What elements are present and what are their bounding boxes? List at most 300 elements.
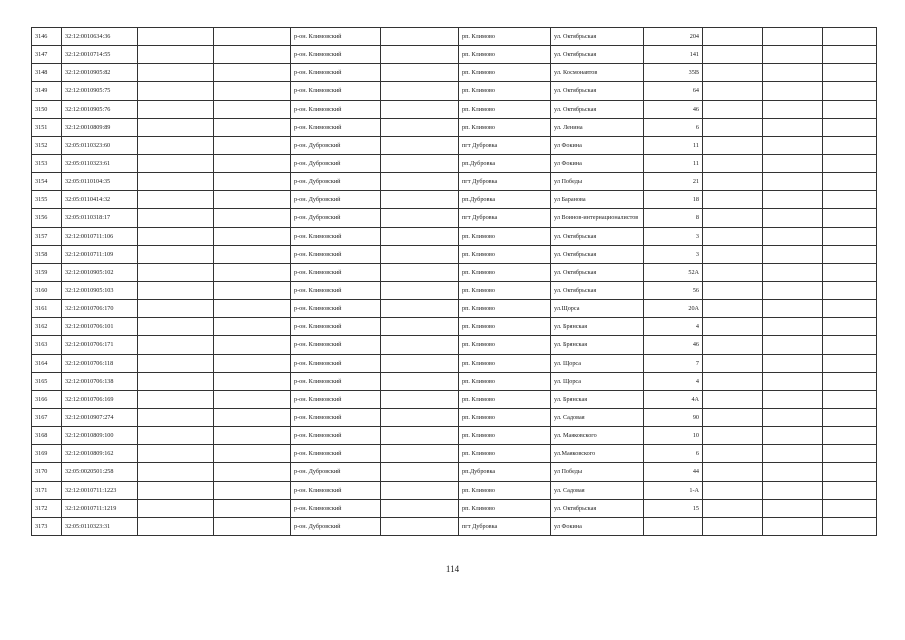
empty-cell xyxy=(138,227,214,245)
district-cell: р-он. Дубровский xyxy=(291,517,381,535)
row-index-cell: 3156 xyxy=(32,209,62,227)
empty-cell xyxy=(823,372,877,390)
empty-cell xyxy=(703,408,763,426)
empty-cell xyxy=(214,481,291,499)
table-row xyxy=(32,46,877,64)
house-number-cell: 4А xyxy=(644,390,703,408)
table-row xyxy=(32,336,877,354)
empty-cell xyxy=(823,318,877,336)
district-cell: р-он. Климовский xyxy=(291,46,381,64)
district-cell: р-он. Дубровский xyxy=(291,209,381,227)
empty-cell xyxy=(381,281,459,299)
street-cell: ул. Щорса xyxy=(551,354,644,372)
empty-cell xyxy=(381,445,459,463)
empty-cell xyxy=(823,154,877,172)
empty-cell xyxy=(823,427,877,445)
settlement-cell: рп. Климово xyxy=(459,227,551,245)
house-number-cell: 6 xyxy=(644,445,703,463)
empty-cell xyxy=(823,354,877,372)
empty-cell xyxy=(763,136,823,154)
empty-cell xyxy=(763,28,823,46)
row-index-cell: 3171 xyxy=(32,481,62,499)
street-cell: ул. Садовая xyxy=(551,408,644,426)
house-number-cell: 21 xyxy=(644,173,703,191)
row-index-cell: 3157 xyxy=(32,227,62,245)
empty-cell xyxy=(763,100,823,118)
settlement-cell: рп. Климово xyxy=(459,427,551,445)
street-cell: ул. Октябрьская xyxy=(551,499,644,517)
street-cell: ул. Октябрьская xyxy=(551,281,644,299)
empty-cell xyxy=(214,227,291,245)
street-cell: ул. Брянская xyxy=(551,318,644,336)
table-row xyxy=(32,209,877,227)
empty-cell xyxy=(214,46,291,64)
settlement-cell: рп. Климово xyxy=(459,372,551,390)
table-row xyxy=(32,173,877,191)
house-number-cell: 204 xyxy=(644,28,703,46)
cadastral-number-cell: 32:05:0110323:31 xyxy=(62,517,138,535)
empty-cell xyxy=(703,100,763,118)
cadastral-number-cell: 32:05:0020501:258 xyxy=(62,463,138,481)
empty-cell xyxy=(214,354,291,372)
empty-cell xyxy=(138,481,214,499)
district-cell: р-он. Климовский xyxy=(291,300,381,318)
row-index-cell: 3166 xyxy=(32,390,62,408)
empty-cell xyxy=(214,82,291,100)
empty-cell xyxy=(381,408,459,426)
empty-cell xyxy=(823,191,877,209)
district-cell: р-он. Климовский xyxy=(291,100,381,118)
empty-cell xyxy=(138,408,214,426)
empty-cell xyxy=(763,463,823,481)
empty-cell xyxy=(381,82,459,100)
street-cell: ул. Маяковского xyxy=(551,427,644,445)
district-cell: р-он. Климовский xyxy=(291,64,381,82)
cadastral-number-cell: 32:12:0010706:170 xyxy=(62,300,138,318)
empty-cell xyxy=(703,390,763,408)
district-cell: р-он. Климовский xyxy=(291,408,381,426)
table-row xyxy=(32,100,877,118)
house-number-cell xyxy=(644,517,703,535)
settlement-cell: рп. Климово xyxy=(459,82,551,100)
settlement-cell: рп. Климово xyxy=(459,245,551,263)
empty-cell xyxy=(214,28,291,46)
table-row xyxy=(32,481,877,499)
table-row xyxy=(32,499,877,517)
cadastral-number-cell: 32:12:0010706:171 xyxy=(62,336,138,354)
empty-cell xyxy=(823,300,877,318)
empty-cell xyxy=(703,372,763,390)
house-number-cell: 15 xyxy=(644,499,703,517)
settlement-cell: пгт Дубровка xyxy=(459,209,551,227)
settlement-cell: рп. Климово xyxy=(459,481,551,499)
street-cell: ул Фокина xyxy=(551,136,644,154)
settlement-cell: рп.Дубровка xyxy=(459,191,551,209)
table-row xyxy=(32,28,877,46)
empty-cell xyxy=(823,245,877,263)
district-cell: р-он. Дубровский xyxy=(291,154,381,172)
empty-cell xyxy=(763,318,823,336)
table-row xyxy=(32,390,877,408)
row-index-cell: 3169 xyxy=(32,445,62,463)
table-row xyxy=(32,136,877,154)
empty-cell xyxy=(703,263,763,281)
empty-cell xyxy=(214,154,291,172)
district-cell: р-он. Дубровский xyxy=(291,173,381,191)
street-cell: ул. Ленина xyxy=(551,118,644,136)
row-index-cell: 3161 xyxy=(32,300,62,318)
table-row xyxy=(32,463,877,481)
row-index-cell: 3170 xyxy=(32,463,62,481)
empty-cell xyxy=(703,463,763,481)
empty-cell xyxy=(138,336,214,354)
table-row xyxy=(32,445,877,463)
empty-cell xyxy=(763,354,823,372)
table-row xyxy=(32,191,877,209)
street-cell: ул. Октябрьская xyxy=(551,245,644,263)
empty-cell xyxy=(138,245,214,263)
street-cell: ул. Октябрьская xyxy=(551,263,644,281)
empty-cell xyxy=(763,64,823,82)
empty-cell xyxy=(214,463,291,481)
empty-cell xyxy=(214,318,291,336)
table-row xyxy=(32,82,877,100)
street-cell: ул. Октябрьская xyxy=(551,46,644,64)
settlement-cell: рп. Климово xyxy=(459,100,551,118)
house-number-cell: 64 xyxy=(644,82,703,100)
empty-cell xyxy=(823,209,877,227)
table-row xyxy=(32,427,877,445)
house-number-cell: 10 xyxy=(644,427,703,445)
empty-cell xyxy=(138,46,214,64)
table-row xyxy=(32,118,877,136)
row-index-cell: 3162 xyxy=(32,318,62,336)
table-row xyxy=(32,408,877,426)
empty-cell xyxy=(381,463,459,481)
district-cell: р-он. Климовский xyxy=(291,227,381,245)
cadastral-number-cell: 32:12:0010907:274 xyxy=(62,408,138,426)
empty-cell xyxy=(381,28,459,46)
table-row xyxy=(32,227,877,245)
empty-cell xyxy=(823,263,877,281)
empty-cell xyxy=(763,154,823,172)
district-cell: р-он. Климовский xyxy=(291,281,381,299)
street-cell: ул Воинов-интернационалистов xyxy=(551,209,644,227)
empty-cell xyxy=(214,64,291,82)
row-index-cell: 3164 xyxy=(32,354,62,372)
empty-cell xyxy=(138,173,214,191)
empty-cell xyxy=(823,517,877,535)
empty-cell xyxy=(823,390,877,408)
district-cell: р-он. Климовский xyxy=(291,390,381,408)
house-number-cell: 1-А xyxy=(644,481,703,499)
house-number-cell: 3 xyxy=(644,245,703,263)
cadastral-number-cell: 32:12:0010905:76 xyxy=(62,100,138,118)
empty-cell xyxy=(703,354,763,372)
registry-table-container xyxy=(31,27,876,536)
row-index-cell: 3147 xyxy=(32,46,62,64)
district-cell: р-он. Дубровский xyxy=(291,463,381,481)
cadastral-number-cell: 32:12:0010714:55 xyxy=(62,46,138,64)
cadastral-number-cell: 32:12:0010711:109 xyxy=(62,245,138,263)
empty-cell xyxy=(703,300,763,318)
row-index-cell: 3148 xyxy=(32,64,62,82)
cadastral-number-cell: 32:12:0010905:103 xyxy=(62,281,138,299)
empty-cell xyxy=(703,64,763,82)
empty-cell xyxy=(138,463,214,481)
house-number-cell: 18 xyxy=(644,191,703,209)
empty-cell xyxy=(703,481,763,499)
district-cell: р-он. Климовский xyxy=(291,481,381,499)
settlement-cell: рп. Климово xyxy=(459,300,551,318)
empty-cell xyxy=(138,191,214,209)
empty-cell xyxy=(214,336,291,354)
empty-cell xyxy=(381,154,459,172)
district-cell: р-он. Климовский xyxy=(291,28,381,46)
cadastral-number-cell: 32:12:0010706:101 xyxy=(62,318,138,336)
empty-cell xyxy=(381,481,459,499)
cadastral-number-cell: 32:05:0110323:60 xyxy=(62,136,138,154)
empty-cell xyxy=(823,227,877,245)
settlement-cell: рп. Климово xyxy=(459,336,551,354)
cadastral-number-cell: 32:12:0010711:106 xyxy=(62,227,138,245)
house-number-cell: 20А xyxy=(644,300,703,318)
street-cell: ул. Брянская xyxy=(551,390,644,408)
cadastral-number-cell: 32:12:0010905:75 xyxy=(62,82,138,100)
street-cell: ул. Щорса xyxy=(551,372,644,390)
empty-cell xyxy=(214,100,291,118)
empty-cell xyxy=(703,427,763,445)
empty-cell xyxy=(703,28,763,46)
cadastral-number-cell: 32:12:0010711:1223 xyxy=(62,481,138,499)
house-number-cell: 11 xyxy=(644,154,703,172)
empty-cell xyxy=(381,136,459,154)
table-row xyxy=(32,245,877,263)
empty-cell xyxy=(381,336,459,354)
row-index-cell: 3167 xyxy=(32,408,62,426)
street-cell: ул Баранова xyxy=(551,191,644,209)
empty-cell xyxy=(703,173,763,191)
row-index-cell: 3146 xyxy=(32,28,62,46)
empty-cell xyxy=(763,499,823,517)
cadastral-number-cell: 32:12:0010809:89 xyxy=(62,118,138,136)
empty-cell xyxy=(214,499,291,517)
empty-cell xyxy=(763,227,823,245)
house-number-cell: 4 xyxy=(644,372,703,390)
empty-cell xyxy=(381,354,459,372)
street-cell: ул Победы xyxy=(551,173,644,191)
empty-cell xyxy=(138,136,214,154)
empty-cell xyxy=(138,100,214,118)
empty-cell xyxy=(703,318,763,336)
settlement-cell: рп. Климово xyxy=(459,28,551,46)
empty-cell xyxy=(763,445,823,463)
district-cell: р-он. Климовский xyxy=(291,336,381,354)
empty-cell xyxy=(138,427,214,445)
district-cell: р-он. Климовский xyxy=(291,445,381,463)
empty-cell xyxy=(138,118,214,136)
cadastral-number-cell: 32:12:0010706:118 xyxy=(62,354,138,372)
row-index-cell: 3155 xyxy=(32,191,62,209)
empty-cell xyxy=(381,191,459,209)
empty-cell xyxy=(214,209,291,227)
district-cell: р-он. Климовский xyxy=(291,82,381,100)
district-cell: р-он. Климовский xyxy=(291,118,381,136)
empty-cell xyxy=(381,263,459,281)
house-number-cell: 7 xyxy=(644,354,703,372)
empty-cell xyxy=(381,118,459,136)
row-index-cell: 3151 xyxy=(32,118,62,136)
row-index-cell: 3163 xyxy=(32,336,62,354)
street-cell: ул Фокина xyxy=(551,517,644,535)
settlement-cell: пгт Дубровка xyxy=(459,136,551,154)
empty-cell xyxy=(214,281,291,299)
empty-cell xyxy=(823,28,877,46)
house-number-cell: 46 xyxy=(644,336,703,354)
house-number-cell: 90 xyxy=(644,408,703,426)
street-cell: ул. Октябрьская xyxy=(551,100,644,118)
settlement-cell: рп. Климово xyxy=(459,118,551,136)
empty-cell xyxy=(703,191,763,209)
empty-cell xyxy=(214,136,291,154)
district-cell: р-он. Климовский xyxy=(291,354,381,372)
settlement-cell: рп.Дубровка xyxy=(459,154,551,172)
street-cell: ул.Маяковского xyxy=(551,445,644,463)
empty-cell xyxy=(763,336,823,354)
empty-cell xyxy=(823,408,877,426)
empty-cell xyxy=(763,481,823,499)
row-index-cell: 3150 xyxy=(32,100,62,118)
empty-cell xyxy=(703,227,763,245)
empty-cell xyxy=(823,499,877,517)
empty-cell xyxy=(823,46,877,64)
house-number-cell: 6 xyxy=(644,118,703,136)
empty-cell xyxy=(138,209,214,227)
cadastral-number-cell: 32:05:0110104:35 xyxy=(62,173,138,191)
page-number: 114 xyxy=(445,564,460,574)
street-cell: ул.Щорса xyxy=(551,300,644,318)
empty-cell xyxy=(823,336,877,354)
empty-cell xyxy=(823,445,877,463)
table-row xyxy=(32,318,877,336)
table-row xyxy=(32,372,877,390)
house-number-cell: 35В xyxy=(644,64,703,82)
settlement-cell: рп. Климово xyxy=(459,499,551,517)
district-cell: р-он. Климовский xyxy=(291,263,381,281)
settlement-cell: рп. Климово xyxy=(459,263,551,281)
house-number-cell: 141 xyxy=(644,46,703,64)
settlement-cell: пгт Дубровка xyxy=(459,517,551,535)
row-index-cell: 3159 xyxy=(32,263,62,281)
settlement-cell: рп. Климово xyxy=(459,318,551,336)
cadastral-number-cell: 32:12:0010706:138 xyxy=(62,372,138,390)
empty-cell xyxy=(381,227,459,245)
empty-cell xyxy=(823,463,877,481)
row-index-cell: 3173 xyxy=(32,517,62,535)
empty-cell xyxy=(138,64,214,82)
district-cell: р-он. Дубровский xyxy=(291,136,381,154)
empty-cell xyxy=(214,191,291,209)
table-row xyxy=(32,263,877,281)
district-cell: р-он. Климовский xyxy=(291,427,381,445)
street-cell: ул. Космонавтов xyxy=(551,64,644,82)
cadastral-number-cell: 32:12:0010634:36 xyxy=(62,28,138,46)
settlement-cell: рп. Климово xyxy=(459,281,551,299)
cadastral-number-cell: 32:12:0010905:102 xyxy=(62,263,138,281)
house-number-cell: 3 xyxy=(644,227,703,245)
empty-cell xyxy=(138,82,214,100)
table-row xyxy=(32,281,877,299)
house-number-cell: 8 xyxy=(644,209,703,227)
empty-cell xyxy=(703,445,763,463)
empty-cell xyxy=(823,100,877,118)
empty-cell xyxy=(703,154,763,172)
empty-cell xyxy=(703,245,763,263)
empty-cell xyxy=(823,481,877,499)
settlement-cell: рп. Климово xyxy=(459,46,551,64)
empty-cell xyxy=(703,499,763,517)
empty-cell xyxy=(138,499,214,517)
empty-cell xyxy=(703,136,763,154)
empty-cell xyxy=(138,318,214,336)
empty-cell xyxy=(138,300,214,318)
empty-cell xyxy=(703,118,763,136)
cadastral-number-cell: 32:05:0110414:32 xyxy=(62,191,138,209)
empty-cell xyxy=(138,281,214,299)
house-number-cell: 11 xyxy=(644,136,703,154)
settlement-cell: рп. Климово xyxy=(459,390,551,408)
street-cell: ул. Октябрьская xyxy=(551,227,644,245)
settlement-cell: рп. Климово xyxy=(459,354,551,372)
cadastral-number-cell: 32:12:0010809:162 xyxy=(62,445,138,463)
empty-cell xyxy=(381,245,459,263)
empty-cell xyxy=(763,372,823,390)
empty-cell xyxy=(823,82,877,100)
empty-cell xyxy=(703,517,763,535)
empty-cell xyxy=(703,336,763,354)
settlement-cell: рп. Климово xyxy=(459,408,551,426)
empty-cell xyxy=(703,46,763,64)
empty-cell xyxy=(138,354,214,372)
settlement-cell: рп. Климово xyxy=(459,64,551,82)
row-index-cell: 3152 xyxy=(32,136,62,154)
empty-cell xyxy=(763,118,823,136)
empty-cell xyxy=(763,173,823,191)
empty-cell xyxy=(381,499,459,517)
empty-cell xyxy=(763,300,823,318)
empty-cell xyxy=(381,300,459,318)
row-index-cell: 3158 xyxy=(32,245,62,263)
row-index-cell: 3160 xyxy=(32,281,62,299)
empty-cell xyxy=(214,245,291,263)
empty-cell xyxy=(703,209,763,227)
house-number-cell: 44 xyxy=(644,463,703,481)
empty-cell xyxy=(763,191,823,209)
street-cell: ул. Октябрьская xyxy=(551,28,644,46)
empty-cell xyxy=(763,281,823,299)
empty-cell xyxy=(763,245,823,263)
row-index-cell: 3168 xyxy=(32,427,62,445)
empty-cell xyxy=(214,118,291,136)
street-cell: ул. Октябрьская xyxy=(551,82,644,100)
empty-cell xyxy=(703,281,763,299)
empty-cell xyxy=(214,427,291,445)
empty-cell xyxy=(763,209,823,227)
street-cell: ул. Садовая xyxy=(551,481,644,499)
settlement-cell: рп.Дубровка xyxy=(459,463,551,481)
empty-cell xyxy=(823,118,877,136)
empty-cell xyxy=(763,263,823,281)
